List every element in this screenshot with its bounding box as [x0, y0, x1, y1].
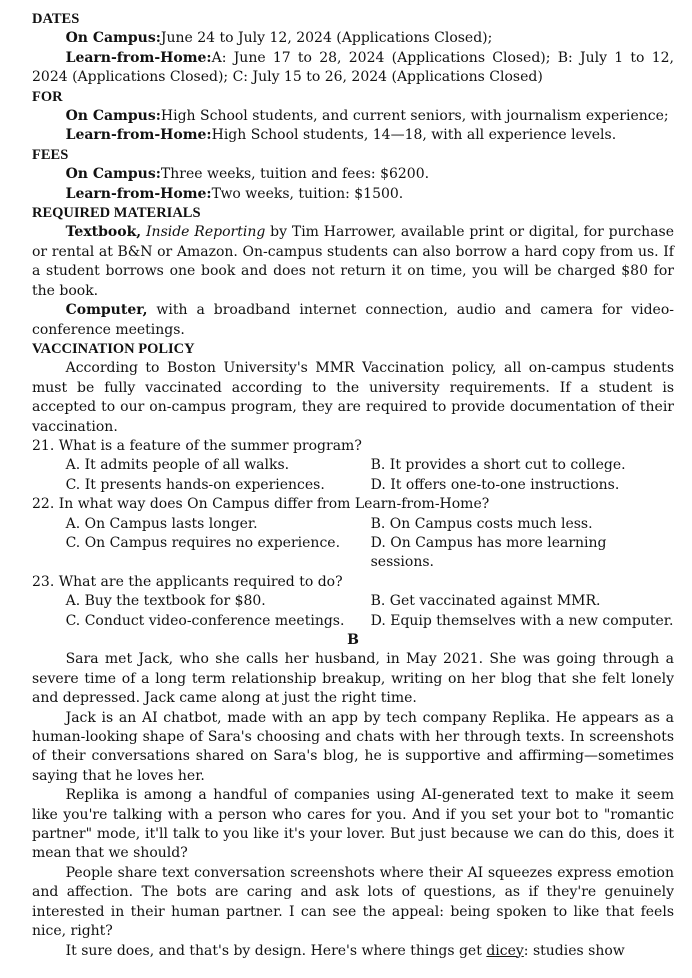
for-home	[32, 126, 674, 145]
question-options	[32, 456, 674, 495]
for-campus-text: High School students, and current seniors, with journalism experience;	[160, 108, 669, 125]
for-campus	[32, 107, 674, 126]
question-options	[32, 592, 674, 631]
for-campus-label: On Campus:	[65, 108, 161, 125]
fees-campus	[32, 165, 674, 184]
question-stem: 22. In what way does On Campus differ from Learn-from-Home?	[32, 496, 490, 513]
passage-b-paragraph-3: Replika is among a handful of companies using AI-generated text to make it seem like you're talking with a person who cares for you. And if you set your bot to "romantic partner" mode, it'll talk to you like it's your lover. But just because we can do this, does it mean that we should?	[32, 787, 674, 862]
option-d[interactable]: D. On Campus has more learning sessions.	[370, 534, 607, 571]
option-d[interactable]: D. Equip themselves with a new computer.	[370, 612, 674, 629]
dates-heading: DATES	[32, 11, 80, 27]
fees-campus-text: Three weeks, tuition and fees: $6200.	[160, 166, 430, 183]
question-stem: 21. What is a feature of the summer program?	[32, 437, 362, 454]
option-b[interactable]: B. Get vaccinated against MMR.	[370, 593, 601, 610]
for-home-text: High School students, 14—18, with all experience levels.	[211, 127, 617, 144]
dates-campus-text: June 24 to July 12, 2024 (Applications Closed);	[160, 30, 493, 47]
fees-home-text: Two weeks, tuition: $1500.	[211, 185, 404, 202]
option-c[interactable]: C. On Campus requires no experience.	[65, 534, 341, 551]
question-22	[32, 495, 674, 573]
option-b[interactable]: B. It provides a short cut to college.	[370, 457, 626, 474]
dates-campus	[32, 29, 674, 48]
question-options	[32, 515, 674, 573]
computer-text: with a broadband internet connection, audio and camera for video-conference meetings.	[32, 302, 674, 338]
option-b[interactable]: B. On Campus costs much less.	[370, 515, 593, 532]
dates-home	[32, 49, 674, 88]
textbook-text: by Tim Harrower, available print or digital, for purchase or rental at B&N or Amazon. On-campus students can also borrow a hard copy from us. If a student borrows one book and does not return it on time, you will be charged $80 for the book.	[32, 224, 675, 299]
option-d[interactable]: D. It offers one-to-one instructions.	[370, 476, 620, 493]
question-23	[32, 573, 674, 631]
textbook-title: Inside Reporting	[146, 224, 266, 241]
for-heading: FOR	[32, 88, 63, 105]
option-a[interactable]: A. On Campus lasts longer.	[65, 515, 258, 532]
fees-heading: FEES	[32, 146, 69, 163]
materials-computer	[32, 301, 674, 340]
section-b-label: B	[347, 632, 359, 648]
fees-home	[32, 185, 674, 204]
fees-campus-label: On Campus:	[65, 166, 161, 183]
materials-heading: REQUIRED MATERIALS	[32, 205, 201, 222]
fees-home-label: Learn-from-Home:	[65, 185, 212, 202]
vaccination-heading: VACCINATION POLICY	[32, 340, 195, 357]
underlined-word-dicey: dicey	[486, 942, 524, 959]
question-21	[32, 437, 674, 495]
passage-b-paragraph-5	[32, 942, 674, 961]
passage-b-paragraph-2: Jack is an AI chatbot, made with an app by tech company Replika. He appears as a human-looking shape of Sara's choosing and chats with her through texts. In screenshots of their conversations shared on Sara's blog, he is supportive and affirming—sometimes saying that he loves her.	[32, 709, 674, 784]
option-a[interactable]: A. Buy the textbook for $80.	[65, 593, 266, 610]
option-c[interactable]: C. It presents hands-on experiences.	[65, 476, 325, 493]
dates-home-label: Learn-from-Home:	[65, 49, 212, 66]
dates-home-text: A: June 17 to 28, 2024 (Applications Closed); B: July 1 to 12, 2024 (Applications Closed); C: July 15 to 26, 2024 (Applications Closed)	[32, 49, 674, 86]
passage-b-paragraph-4: People share text conversation screenshots where their AI squeezes express emotion and affection. The bots are caring and ask lots of questions, as if they're genuinely interested in their human partner. I can see the appeal: being spoken to like that feels nice, right?	[32, 864, 674, 940]
vaccination-text: According to Boston University's MMR Vaccination policy, all on-campus students must be fully vaccinated according to the university requirements. If a student is accepted to our on-campus program, they are required to provide documentation of their vaccination.	[32, 360, 674, 435]
p5-after: : studies show	[523, 942, 625, 959]
computer-label: Computer,	[65, 302, 148, 319]
for-home-label: Learn-from-Home:	[65, 127, 212, 144]
textbook-label: Textbook,	[65, 224, 142, 241]
option-a[interactable]: A. It admits people of all walks.	[65, 457, 290, 474]
passage-b-paragraph-1: Sara met Jack, who she calls her husband, in May 2021. She was going through a severe time of a long term relationship breakup, writing on her blog that she felt lonely and depressed. Jack came along at just the right time.	[32, 651, 674, 707]
dates-campus-label: On Campus:	[65, 30, 161, 47]
p5-before: It sure does, and that's by design. Here's where things get	[65, 942, 482, 959]
option-c[interactable]: C. Conduct video-conference meetings.	[65, 612, 345, 629]
question-stem: 23. What are the applicants required to do?	[32, 573, 343, 590]
materials-textbook	[32, 223, 674, 301]
